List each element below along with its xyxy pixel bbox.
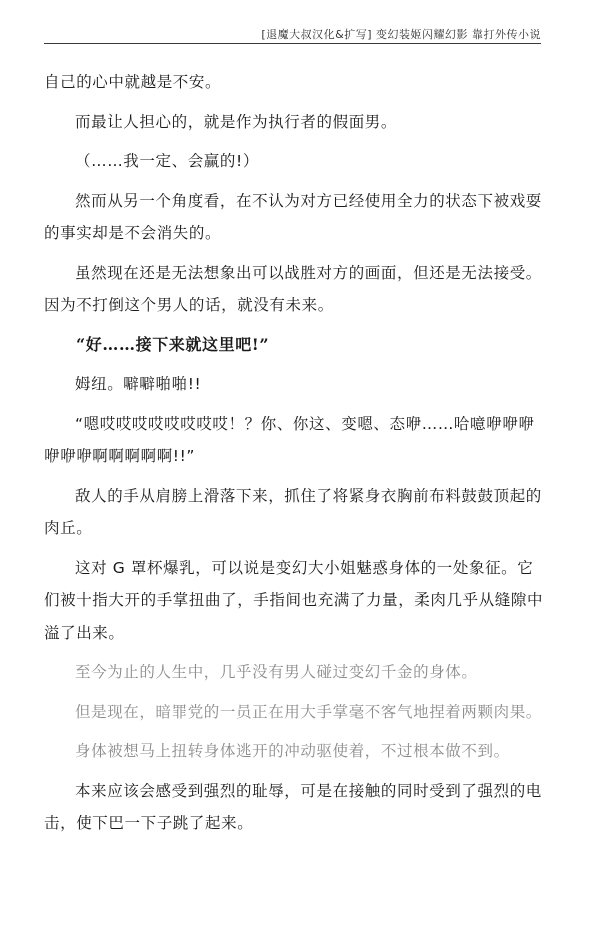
- paragraph: 姆纽。噼噼啪啪!!: [75, 375, 202, 393]
- dialogue-bold: “好……接下来就这里吧!”: [76, 334, 270, 354]
- paragraph: 自己的心中就越是不安。: [44, 73, 222, 91]
- header-divider: [44, 43, 541, 44]
- paragraph-gray: 身体被想马上扭转身体逃开的冲动驱使着，不过根本做不到。: [75, 742, 510, 760]
- paragraph: 而最让人担心的，就是作为执行者的假面男。: [75, 112, 398, 131]
- paragraph: “嗯哎哎哎哎哎哎哎哎！？你、你这、变嗯、态咿……哈噫咿咿咿咿咿咿啊啊啊啊啊!!”: [44, 414, 535, 465]
- paragraph: （……我一定、会赢的!）: [75, 152, 259, 170]
- paragraph: 虽然现在还是无法想象出可以战胜对方的画面，但还是无法接受。因为不打倒这个男人的话，就没有未来。: [44, 263, 542, 314]
- paragraph-gray: 至今为止的人生中，几乎没有男人碰过变幻千金的身体。: [75, 663, 478, 681]
- paragraph: 本来应该会感受到强烈的耻辱，可是在接触的同时受到了强烈的电击，使下巴一下子跳了起来。: [44, 781, 542, 832]
- paragraph: 敌人的手从肩膀上滑落下来，抓住了将紧身衣胸前布料鼓鼓顶起的肉丘。: [44, 486, 542, 537]
- paragraph: 这对 G 罩杯爆乳，可以说是变幻大小姐魅惑身体的一处象征。它们被十指大开的手掌扭曲了，手指间也充满了力量，柔肉几乎从缝隙中溢了出来。: [44, 558, 544, 642]
- paragraph-gray: 但是现在，暗罪党的一员正在用大手掌毫不客气地捏着两颗肉果。: [75, 702, 542, 721]
- running-header: [退魔大叔汉化&扩写] 变幻装姬闪耀幻影 靠打外传小说: [261, 28, 541, 41]
- paragraph: 然而从另一个角度看，在不认为对方已经使用全力的状态下被戏耍的事实却是不会消失的。: [44, 191, 542, 242]
- page-body: [44, 66, 544, 847]
